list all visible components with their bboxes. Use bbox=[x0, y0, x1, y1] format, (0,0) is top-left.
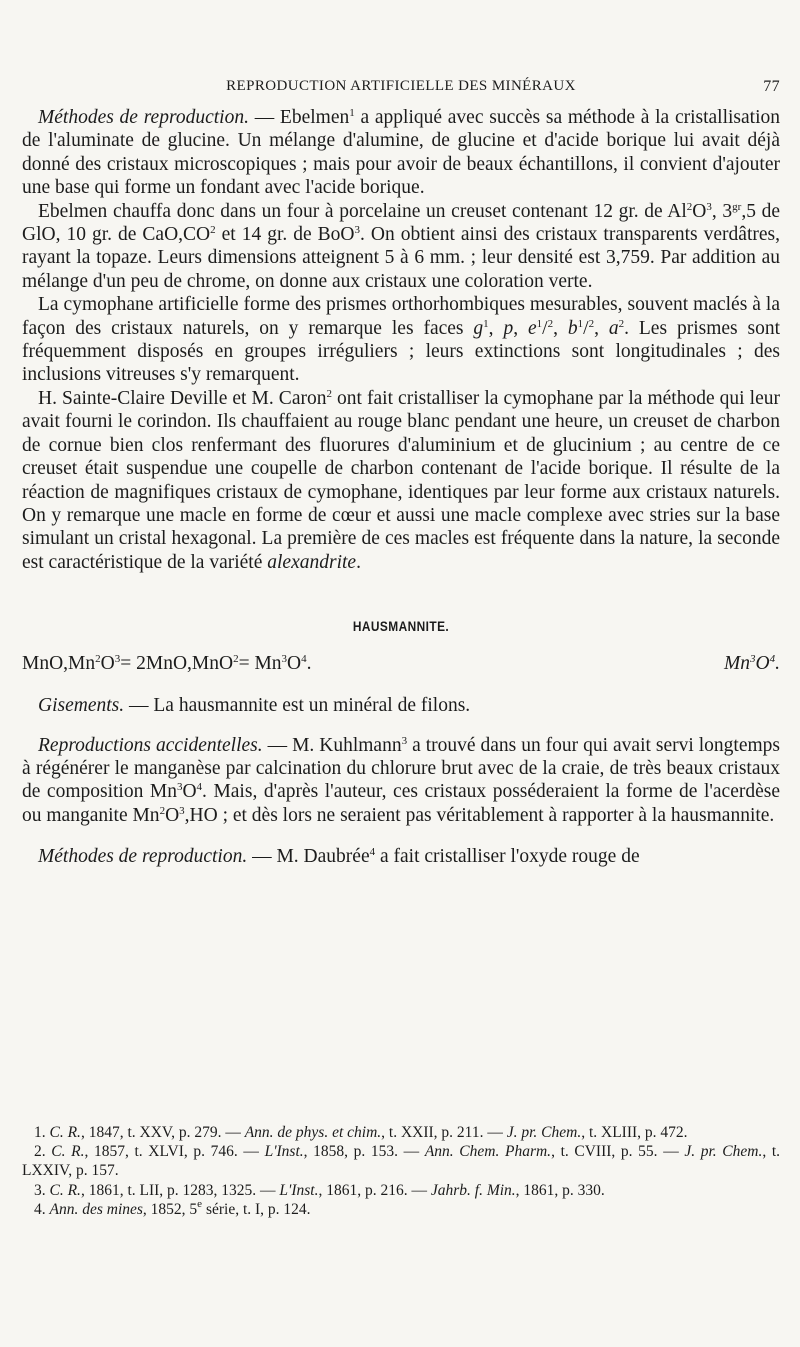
footnote-3: 3. C. R., 1861, t. LII, p. 1283, 1325. — L'Inst., 1861, p. 216. — Jahrb. f. Min., 1861, p. 330. bbox=[34, 1181, 605, 1199]
paragraph-methodes-hausmannite: Méthodes de reproduction. — M. Daubrée$^4$ a fait cristalliser l'oxyde rouge de bbox=[38, 846, 640, 868]
paragraph-ebelmen-experiment: Ebelmen chauffa donc dans un four à porcelaine un creuset contenant 12 gr. de $Al^2O^3$, $3^{gr},5$ de GlO, 10 gr. de $CaO,CO^2$ et 14 gr. de BoO$^3$. On obtient ainsi des cristaux transparents verdâtres, rayant la topaze. Leurs dimensions atteignent 5 à 6 mm. ; leur densité est 3,759. Par addition au mélange d'un peu de chrome, on donne aux cristaux une coloration verte. bbox=[22, 200, 781, 292]
footnote-1: 1. C. R., 1847, t. XXV, p. 279. — Ann. de phys. et chim., t. XXII, p. 211. — J. pr. Chem., t. XLIII, p. 472. bbox=[34, 1124, 688, 1141]
footnote-ref-1: 1 bbox=[349, 107, 355, 119]
footnote-2: 2. C. R., 1857, t. XLVI, p. 746. — L'Inst., 1858, p. 153. — Ann. Chem. Pharm., t. CVIII, p. 55. — J. pr. Chem., t. LXXIV, p. 157. bbox=[22, 1143, 781, 1180]
paragraph-lead: Méthodes de reproduction. bbox=[38, 107, 249, 128]
formula-right: $Mn^3O^4$. bbox=[724, 653, 780, 675]
paragraph-lead: Gisements. bbox=[38, 695, 125, 717]
footnote-ref-3: 3 bbox=[401, 734, 408, 747]
page-number: 77 bbox=[763, 78, 780, 95]
paragraph-reproductions-accidentelles: Reproductions accidentelles. — M. Kuhlmann$^3$ a trouvé dans un four qui avait servi longtemps à régénérer le manganèse par calcination du chlorure brut avec de la craie, de très beaux cristaux de composition $Mn^3O^4$. Mais, d'après l'auteur, ces cristaux posséderaient la forme de l'acerdèse ou manganite $Mn^2O^3,HO$ ; et dès lors ne seraient pas véritablement à rapporter à la hausmannite. bbox=[22, 734, 780, 826]
page bbox=[22, 78, 780, 869]
running-title: REPRODUCTION ARTIFICIELLE DES MINÉRAUX bbox=[226, 78, 576, 94]
paragraph-cymophane-artificielle: La cymophane artificielle forme des prismes orthorhombiques mesurables, souvent maclés à la façon des cristaux naturels, on y remarque les faces $g^1$, p, $e^1/^2$, $b^1/^2$, $a^2$. Les prismes sont fréquemment disposés en groupes irréguliers ; leurs extinctions sont longitudinales ; des inclusions vitreuses s'y remarquent. bbox=[22, 294, 781, 386]
paragraph-lead: Méthodes de reproduction. bbox=[38, 846, 248, 868]
running-header bbox=[22, 78, 780, 106]
footnotes bbox=[22, 1123, 780, 1219]
paragraph-lead: Reproductions accidentelles. bbox=[38, 734, 263, 756]
paragraph-methodes-glucine: Méthodes de reproduction. — Ebelmen$^1$ a appliqué avec succès sa méthode à la cristallisation de l'aluminate de glucine. Un mélange d'alumine, de glucine et d'acide borique lui avait déjà donné des cristaux microscopiques ; mais pour avoir de beaux échantillons, il convient d'ajouter une base qui forme un fondant avec l'acide borique. bbox=[22, 107, 780, 199]
paragraph-gisements: Gisements. — La hausmannite est un minéral de filons. bbox=[38, 695, 471, 717]
section-title-hausmannite: HAUSMANNITE. bbox=[352, 618, 450, 635]
formula-hausmannite bbox=[22, 652, 780, 676]
paragraph-deville-caron: H. Sainte-Claire Deville et M. Caron$^2$ ont fait cristalliser la cymophane par la méthode qui leur avait fourni le corindon. Ils chauffaient au rouge blanc pendant une heure, un creuset de charbon de cornue bien clos renfermant des fluorures d'aluminium et de glucinium ; au centre de ce creuset était suspendue une coupelle de charbon contenant de l'acide borique. Il résulte de la réaction de magnifiques cristaux de cymophane, identiques par leur forme aux cristaux naturels. On y remarque une macle en forme de cœur et aussi une macle complexe avec stries sur la base simulant un cristal hexagonal. La première de ces macles est fréquente dans la nature, la seconde est caractéristique de la variété alexandrite. bbox=[22, 387, 780, 573]
formula-left: $MnO,Mn^2O^3= 2MnO,MnO^2= Mn^3O^4$. bbox=[22, 653, 312, 675]
footnote-4: 4. Ann. des mines, 1852, 5e série, t. I, p. 124. bbox=[34, 1197, 311, 1218]
footnote-ref-4: 4 bbox=[369, 846, 376, 859]
footnote-ref-2: 2 bbox=[326, 387, 332, 400]
